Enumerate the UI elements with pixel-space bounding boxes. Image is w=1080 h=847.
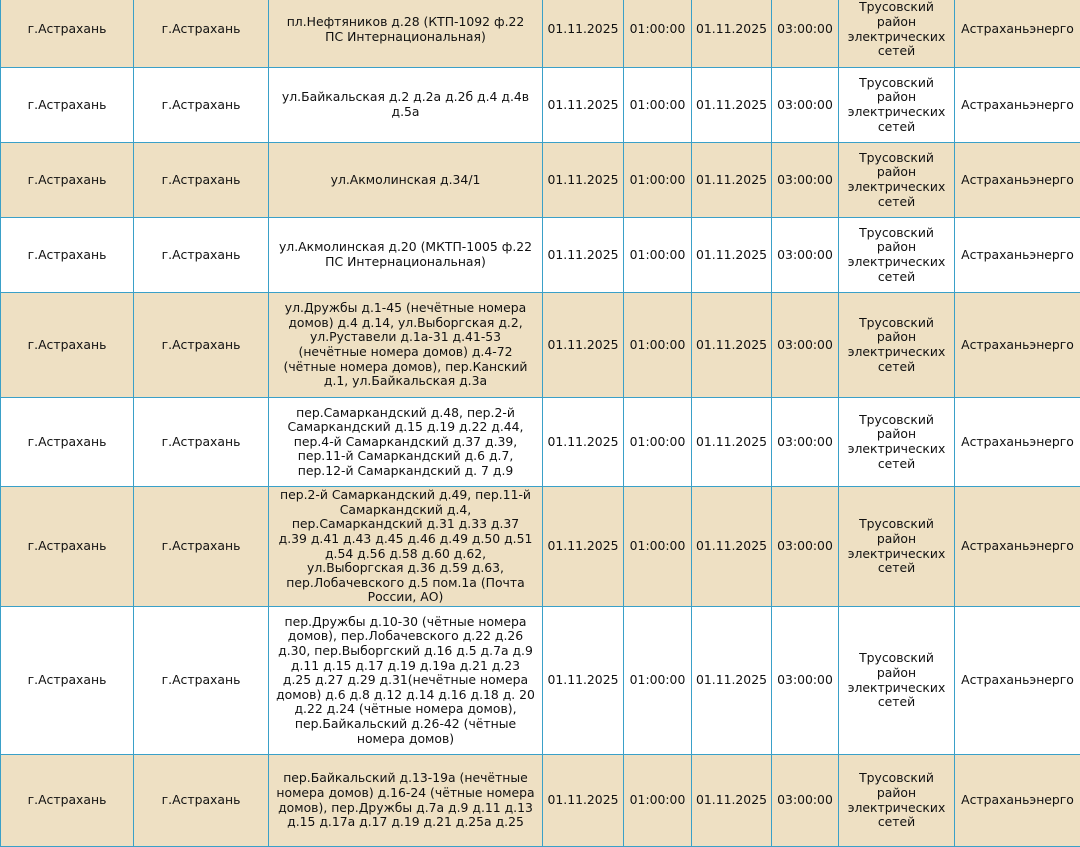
company-cell: Астраханьэнерго bbox=[955, 68, 1080, 143]
company-cell: Астраханьэнерго bbox=[955, 218, 1080, 293]
start-time-cell: 01:00:00 bbox=[624, 0, 692, 68]
district-cell: Трусовский район электрических сетей bbox=[839, 398, 955, 487]
area-cell: г.Астрахань bbox=[1, 755, 134, 847]
start-date-cell: 01.11.2025 bbox=[543, 398, 624, 487]
area-cell: г.Астрахань bbox=[1, 607, 134, 755]
area-cell: г.Астрахань bbox=[1, 487, 134, 607]
address-cell: пер.2-й Самаркандский д.49, пер.11-й Самаркандский д.4, пер.Самаркандский д.31 д.33 д.37 д.39 д.41 д.43 д.45 д.46 д.49 д.50 д.51 д.54 д.56 д.58 д.60 д.62, ул.Выборгская д.36 д.59 д.63, пер.Лобачевского д.5 пом.1а (Почта России, АО) bbox=[269, 487, 543, 607]
end-time-cell: 03:00:00 bbox=[772, 398, 839, 487]
end-time-cell: 03:00:00 bbox=[772, 607, 839, 755]
table-row bbox=[1, 398, 1080, 487]
address-cell: пер.Дружбы д.10-30 (чётные номера домов), пер.Лобачевского д.22 д.26 д.30, пер.Выборгский д.16 д.5 д.7а д.9 д.11 д.15 д.17 д.19 д.19а д.21 д.23 д.25 д.27 д.29 д.31(нечётные номера домов) д.6 д.8 д.12 д.14 д.16 д.18 д. 20 д.22 д.24 (чётные номера домов), пер.Байкальский д.26-42 (чётные номера домов) bbox=[269, 607, 543, 755]
district-cell: Трусовский район электрических сетей bbox=[839, 755, 955, 847]
settlement-cell: г.Астрахань bbox=[134, 487, 269, 607]
company-cell: Астраханьэнерго bbox=[955, 607, 1080, 755]
start-time-cell: 01:00:00 bbox=[624, 607, 692, 755]
company-cell: Астраханьэнерго bbox=[955, 0, 1080, 68]
district-cell: Трусовский район электрических сетей bbox=[839, 143, 955, 218]
start-time-cell: 01:00:00 bbox=[624, 143, 692, 218]
settlement-cell: г.Астрахань bbox=[134, 398, 269, 487]
start-date-cell: 01.11.2025 bbox=[543, 68, 624, 143]
settlement-cell: г.Астрахань bbox=[134, 68, 269, 143]
district-cell: Трусовский район электрических сетей bbox=[839, 218, 955, 293]
end-date-cell: 01.11.2025 bbox=[692, 755, 772, 847]
start-date-cell: 01.11.2025 bbox=[543, 607, 624, 755]
settlement-cell: г.Астрахань bbox=[134, 293, 269, 398]
address-cell: ул.Байкальская д.2 д.2а д.2б д.4 д.4в д.5а bbox=[269, 68, 543, 143]
start-time-cell: 01:00:00 bbox=[624, 293, 692, 398]
start-time-cell: 01:00:00 bbox=[624, 68, 692, 143]
settlement-cell: г.Астрахань bbox=[134, 0, 269, 68]
start-time-cell: 01:00:00 bbox=[624, 218, 692, 293]
table-row bbox=[1, 218, 1080, 293]
end-date-cell: 01.11.2025 bbox=[692, 293, 772, 398]
district-cell: Трусовский район электрических сетей bbox=[839, 0, 955, 68]
end-time-cell: 03:00:00 bbox=[772, 755, 839, 847]
district-cell: Трусовский район электрических сетей bbox=[839, 607, 955, 755]
address-cell: ул.Акмолинская д.34/1 bbox=[269, 143, 543, 218]
district-cell: Трусовский район электрических сетей bbox=[839, 293, 955, 398]
end-date-cell: 01.11.2025 bbox=[692, 68, 772, 143]
end-time-cell: 03:00:00 bbox=[772, 0, 839, 68]
table-row bbox=[1, 143, 1080, 218]
end-time-cell: 03:00:00 bbox=[772, 218, 839, 293]
start-time-cell: 01:00:00 bbox=[624, 398, 692, 487]
start-date-cell: 01.11.2025 bbox=[543, 755, 624, 847]
start-date-cell: 01.11.2025 bbox=[543, 0, 624, 68]
address-cell: ул.Дружбы д.1-45 (нечётные номера домов) д.4 д.14, ул.Выборгская д.2, ул.Руставели д.1а-31 д.41-53 (нечётные номера домов) д.4-72 (чётные номера домов), пер.Канский д.1, ул.Байкальская д.3а bbox=[269, 293, 543, 398]
end-date-cell: 01.11.2025 bbox=[692, 218, 772, 293]
start-date-cell: 01.11.2025 bbox=[543, 293, 624, 398]
start-date-cell: 01.11.2025 bbox=[543, 487, 624, 607]
district-cell: Трусовский район электрических сетей bbox=[839, 68, 955, 143]
end-date-cell: 01.11.2025 bbox=[692, 398, 772, 487]
end-time-cell: 03:00:00 bbox=[772, 487, 839, 607]
address-cell: пер.Байкальский д.13-19а (нечётные номера домов) д.16-24 (чётные номера домов), пер.Дружбы д.7а д.9 д.11 д.13 д.15 д.17а д.17 д.19 д.21 д.25а д.25 bbox=[269, 755, 543, 847]
company-cell: Астраханьэнерго bbox=[955, 143, 1080, 218]
area-cell: г.Астрахань bbox=[1, 143, 134, 218]
settlement-cell: г.Астрахань bbox=[134, 218, 269, 293]
company-cell: Астраханьэнерго bbox=[955, 398, 1080, 487]
table-row bbox=[1, 0, 1080, 68]
settlement-cell: г.Астрахань bbox=[134, 607, 269, 755]
table-row bbox=[1, 68, 1080, 143]
address-cell: пл.Нефтяников д.28 (КТП-1092 ф.22 ПС Интернациональная) bbox=[269, 0, 543, 68]
address-cell: ул.Акмолинская д.20 (МКТП-1005 ф.22 ПС Интернациональная) bbox=[269, 218, 543, 293]
table-row bbox=[1, 755, 1080, 847]
start-date-cell: 01.11.2025 bbox=[543, 218, 624, 293]
area-cell: г.Астрахань bbox=[1, 68, 134, 143]
end-date-cell: 01.11.2025 bbox=[692, 143, 772, 218]
table-row bbox=[1, 293, 1080, 398]
area-cell: г.Астрахань bbox=[1, 293, 134, 398]
area-cell: г.Астрахань bbox=[1, 218, 134, 293]
company-cell: Астраханьэнерго bbox=[955, 487, 1080, 607]
end-time-cell: 03:00:00 bbox=[772, 143, 839, 218]
end-date-cell: 01.11.2025 bbox=[692, 487, 772, 607]
table-row bbox=[1, 487, 1080, 607]
start-date-cell: 01.11.2025 bbox=[543, 143, 624, 218]
company-cell: Астраханьэнерго bbox=[955, 755, 1080, 847]
start-time-cell: 01:00:00 bbox=[624, 487, 692, 607]
start-time-cell: 01:00:00 bbox=[624, 755, 692, 847]
company-cell: Астраханьэнерго bbox=[955, 293, 1080, 398]
end-time-cell: 03:00:00 bbox=[772, 293, 839, 398]
table-row bbox=[1, 607, 1080, 755]
area-cell: г.Астрахань bbox=[1, 0, 134, 68]
district-cell: Трусовский район электрических сетей bbox=[839, 487, 955, 607]
settlement-cell: г.Астрахань bbox=[134, 143, 269, 218]
end-date-cell: 01.11.2025 bbox=[692, 607, 772, 755]
address-cell: пер.Самаркандский д.48, пер.2-й Самаркандский д.15 д.19 д.22 д.44, пер.4-й Самаркандский д.37 д.39, пер.11-й Самаркандский д.6 д.7, пер.12-й Самаркандский д. 7 д.9 bbox=[269, 398, 543, 487]
end-date-cell: 01.11.2025 bbox=[692, 0, 772, 68]
area-cell: г.Астрахань bbox=[1, 398, 134, 487]
settlement-cell: г.Астрахань bbox=[134, 755, 269, 847]
end-time-cell: 03:00:00 bbox=[772, 68, 839, 143]
